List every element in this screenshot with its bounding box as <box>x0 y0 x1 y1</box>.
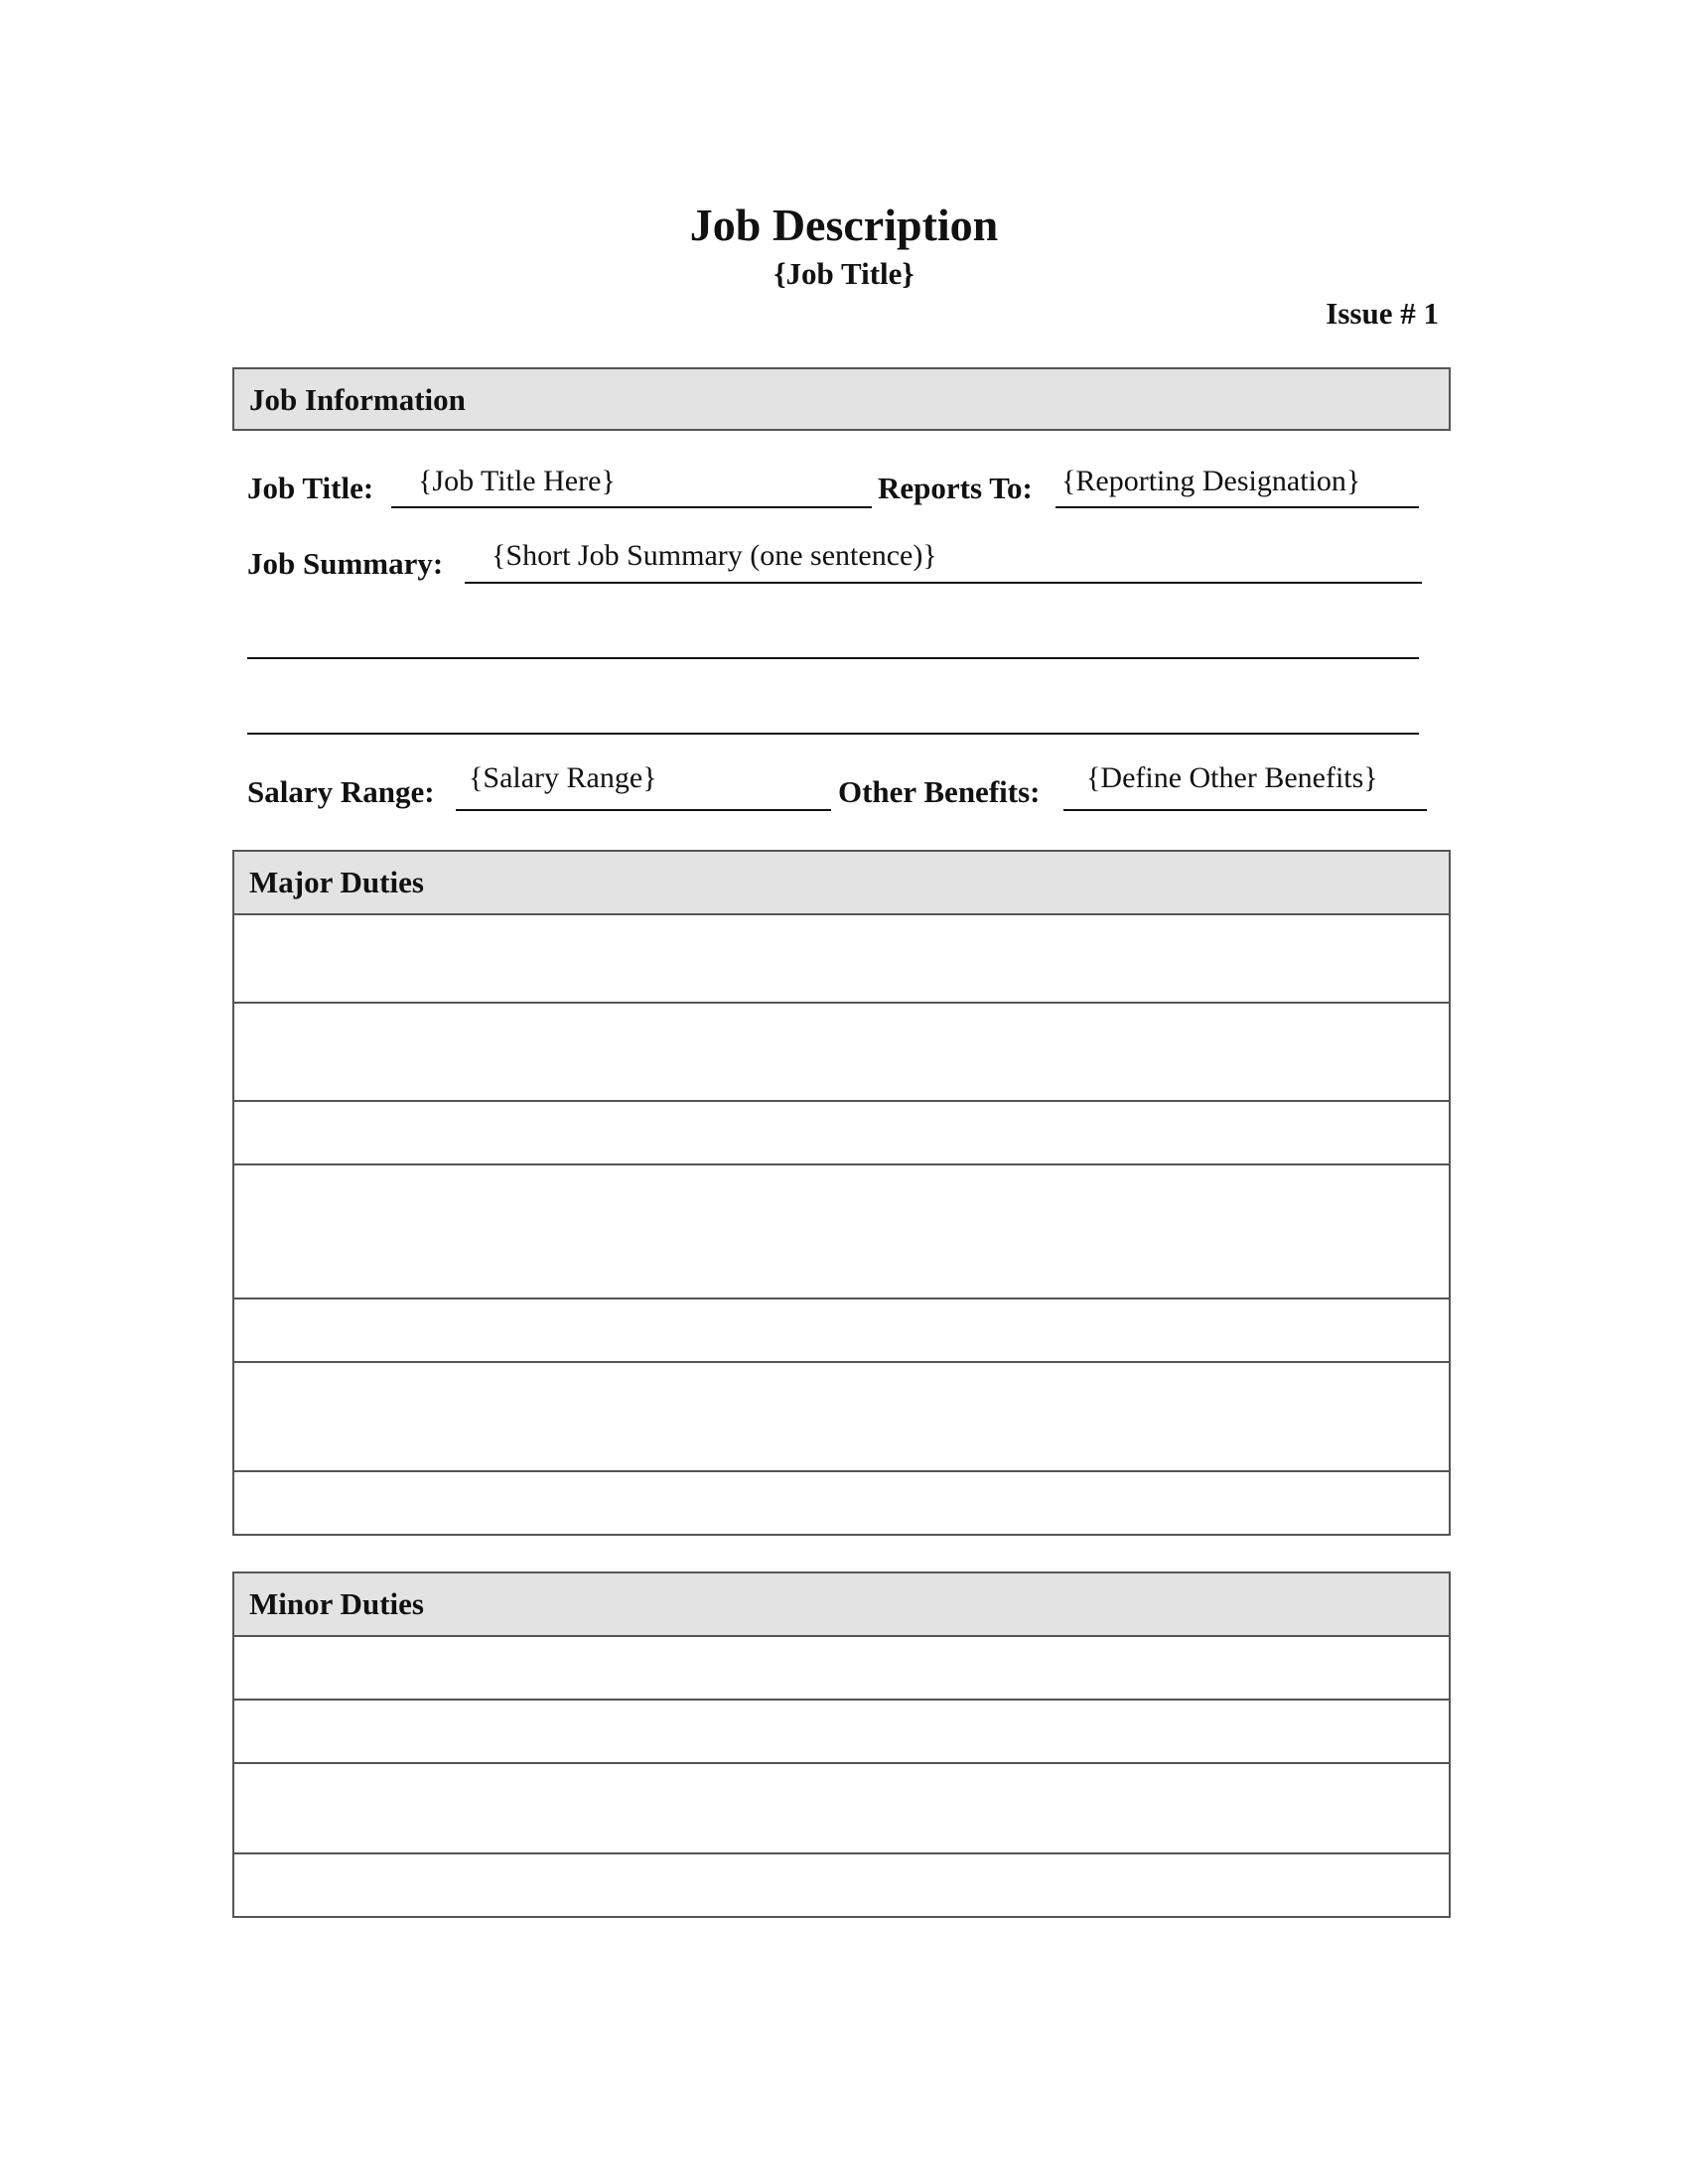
job-information-header: Job Information <box>234 369 1449 429</box>
page-subtitle: {Job Title} <box>774 256 914 291</box>
minor-duty-row[interactable] <box>234 1852 1449 1916</box>
reports-to-label: Reports To: <box>878 471 1033 505</box>
salary-range-label: Salary Range: <box>247 774 435 809</box>
job-information-section <box>232 367 1451 431</box>
job-summary-line-3[interactable] <box>247 733 1419 735</box>
page-title: Job Description <box>689 200 999 250</box>
major-duties-table <box>232 850 1451 1536</box>
other-benefits-label: Other Benefits: <box>838 774 1041 809</box>
major-duty-row[interactable] <box>234 1297 1449 1361</box>
reports-to-line <box>1055 506 1419 508</box>
major-duty-row[interactable] <box>234 1163 1449 1297</box>
salary-range-line <box>456 809 831 811</box>
issue-number: Issue # 1 <box>1326 296 1439 331</box>
job-title-field[interactable]: {Job Title Here} <box>418 465 616 497</box>
major-duty-row[interactable] <box>234 1361 1449 1470</box>
reports-to-field[interactable]: {Reporting Designation} <box>1061 465 1361 497</box>
job-summary-field[interactable]: {Short Job Summary (one sentence)} <box>492 539 937 572</box>
minor-duties-header: Minor Duties <box>234 1573 1449 1635</box>
salary-range-field[interactable]: {Salary Range} <box>469 761 657 794</box>
minor-duty-row[interactable] <box>234 1762 1449 1852</box>
minor-duty-row[interactable] <box>234 1635 1449 1699</box>
major-duties-header: Major Duties <box>234 852 1449 913</box>
job-title-label: Job Title: <box>247 471 374 505</box>
minor-duty-row[interactable] <box>234 1699 1449 1762</box>
job-title-line <box>391 506 872 508</box>
job-summary-line-2[interactable] <box>247 657 1419 659</box>
other-benefits-line <box>1063 809 1427 811</box>
major-duty-row[interactable] <box>234 913 1449 1002</box>
major-duty-row[interactable] <box>234 1002 1449 1100</box>
major-duty-row[interactable] <box>234 1100 1449 1163</box>
major-duty-row[interactable] <box>234 1470 1449 1534</box>
job-summary-label: Job Summary: <box>247 546 444 581</box>
job-summary-line <box>465 582 1422 584</box>
minor-duties-table <box>232 1571 1451 1918</box>
other-benefits-field[interactable]: {Define Other Benefits} <box>1086 761 1378 794</box>
